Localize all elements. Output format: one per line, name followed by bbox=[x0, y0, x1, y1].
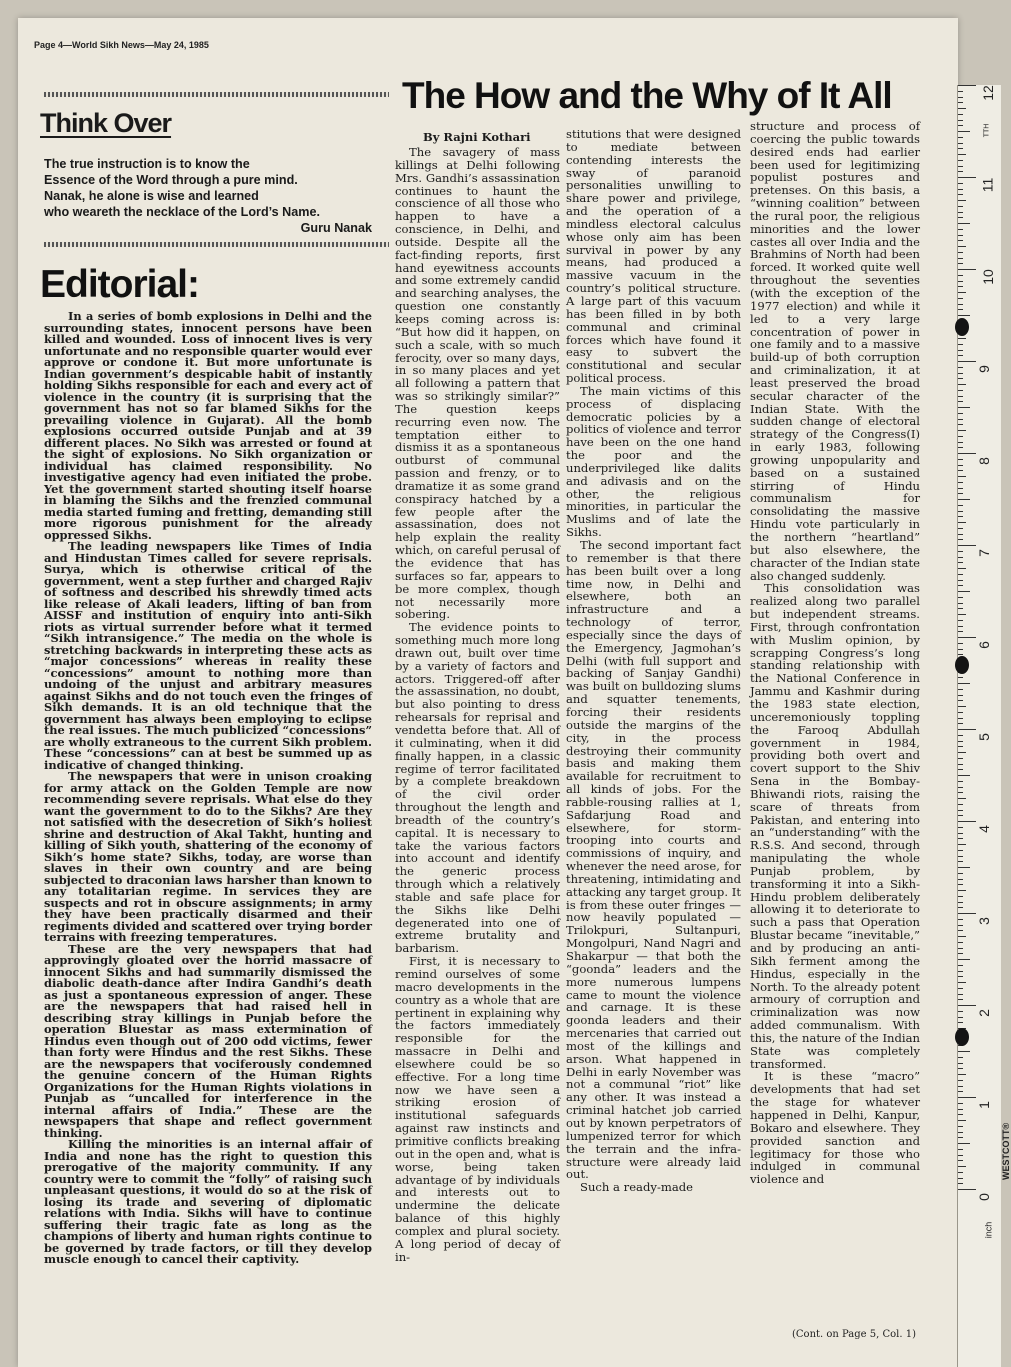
ruler-tick bbox=[958, 856, 963, 857]
ruler-tick bbox=[958, 741, 963, 742]
ruler-number: 1 bbox=[975, 1101, 992, 1109]
ruler-tick bbox=[958, 683, 970, 684]
ruler-tick bbox=[958, 102, 963, 103]
ruler-tick bbox=[958, 459, 963, 460]
ruler-tick bbox=[958, 861, 963, 862]
ruler-tick bbox=[958, 177, 976, 178]
ruler-tick bbox=[958, 729, 976, 730]
ruler-tick bbox=[958, 706, 966, 707]
ruler-tick bbox=[958, 562, 963, 563]
ruler-tick bbox=[958, 1086, 963, 1087]
ruler-tick bbox=[958, 879, 963, 880]
ruler-tick bbox=[958, 603, 963, 604]
ruler-tick bbox=[958, 844, 966, 845]
ruler-tick bbox=[958, 959, 970, 960]
ruler-number: 6 bbox=[975, 641, 992, 649]
article-column-1 bbox=[395, 146, 560, 1331]
ruler-tick bbox=[958, 769, 963, 770]
ruler-tick bbox=[958, 223, 970, 224]
ruler-tick bbox=[958, 252, 963, 253]
ruler-tick bbox=[958, 775, 970, 776]
ruler-tick bbox=[958, 108, 966, 109]
ruler-number: 8 bbox=[975, 457, 992, 465]
ruler-tick bbox=[958, 1143, 970, 1144]
ruler-tick bbox=[958, 171, 963, 172]
editorial-paragraph: The newspapers that were in unison croaking for army attack on the Golden Temple are now recommending severe reprisals. What else do they want the government to do to the Sikhs? Are they not satisfied with the desecretion of Sikh’s holiest shrine and destruction of Akal Takht, hunting and killing of Sikh youth, shattering of the economy of Sikh’s home state? Sikhs, today, are worse than slaves in their own country and are being subjected to draconian laws harsher than known to any totalitarian regime. In services they are suspects and rot in obscure assignments; in army they have been practically disarmed and their regiments divided and scattered over trying border terrains with freezing temperatures. bbox=[44, 769, 372, 944]
ruler-tick bbox=[958, 735, 963, 736]
ruler-tick bbox=[958, 1005, 976, 1006]
ruler-tick bbox=[958, 373, 963, 374]
ruler-tick bbox=[958, 442, 963, 443]
ruler-tick bbox=[958, 695, 963, 696]
ruler-tick bbox=[958, 419, 963, 420]
ruler-tick bbox=[958, 1103, 963, 1104]
punch-hole bbox=[955, 318, 969, 336]
ruler-tick bbox=[958, 631, 963, 632]
ruler-tick bbox=[958, 810, 963, 811]
ruler-tick bbox=[958, 453, 976, 454]
ruler-tick bbox=[958, 131, 970, 132]
ruler-tick bbox=[958, 1080, 963, 1081]
editorial-paragraph: The leading newspapers like Times of India and Hindustan Times called for severe reprisals. Surya, which is otherwise critical of the government, went a step further and charged Rajiv of softness and described his shrewdly timed acts like release of Akali leaders, lifting of ban from AISSF and institution of enquiry into anti-Sikh riots as virtual surrender before what it termed “Sikh intransigence.” The media on the whole is stretching backwards in interpreting these acts as “major concessions” whereas in reality these “concessions” amount to nothing more than undoing of the unjust and arbitrary measures against Sikhs and do not touch even the fringes of Sikh demands. It is an old technique that the government has always been employing to eclipse the real issues. The much publicized “concessions” are wholly extraneous to the current Sikh problem. These “concessions” can at best be summed up as indicative of changed thinking. bbox=[44, 539, 372, 772]
ruler-tick bbox=[958, 505, 963, 506]
ruler-tick bbox=[958, 850, 963, 851]
ruler-tick bbox=[958, 976, 963, 977]
ruler-tick bbox=[958, 752, 966, 753]
article-paragraph: The savagery of mass killings at Delhi following Mrs. Gandhi’s assassination continues to haunt the conscience of all those who happen to have a conscience, in Delhi, and outside. Despite all the fact-finding reports, first hand eyewitness accounts and some extremely candid and searching analyses, the question one constantly keeps coming across is: “But how did it happen, on such a scale, with so much ferocity, over so many days, in so many places and yet all following a pattern that was so strikingly similar?” The question keeps recurring even now. The temptation either to dismiss it as a spontaneous outburst of communal passion and frenzy, or to dramatize it as some grand conspiracy hatched by a few people after the assassination, does not help explain the reality which, on careful perusal of the evidence that has surfaces so far, appears to be more complex, though not necessarily more sobering. bbox=[395, 145, 560, 622]
measuring-ruler bbox=[957, 85, 1011, 1367]
ruler-brand-logo: WESTCOTT® bbox=[1001, 1122, 1011, 1180]
ruler-tick bbox=[958, 925, 963, 926]
ruler-tick bbox=[958, 120, 963, 121]
ruler-tick bbox=[958, 913, 976, 914]
article-paragraph: stitutions that were designed to mediate between contending interests the sway of paranoid personalities unwilling to share power and privilege, and the operation of a mindless electoral calculus whose only aim has been survival in power by any means, had produced a massive vacuum in the country’s political structure. A large part of this vacuum has been filled in by both communal and criminal forces which have found it easy to subvert the constitutional and secular political process. bbox=[566, 127, 741, 386]
ruler-tick bbox=[958, 240, 963, 241]
page-header: Page 4—World Sikh News—May 24, 1985 bbox=[34, 40, 209, 50]
ruler-tick bbox=[958, 1011, 963, 1012]
ruler-tick bbox=[958, 838, 963, 839]
ruler-tick bbox=[958, 792, 963, 793]
ruler-number: 4 bbox=[975, 825, 992, 833]
continuation-note: (Cont. on Page 5, Col. 1) bbox=[792, 1329, 916, 1340]
ruler-tick bbox=[958, 677, 963, 678]
ruler-tick bbox=[958, 557, 963, 558]
ruler-tick bbox=[958, 787, 963, 788]
ruler-number: 5 bbox=[975, 733, 992, 741]
ruler-tick bbox=[958, 217, 963, 218]
quote-attribution: Guru Nanak bbox=[300, 221, 372, 235]
article-paragraph: structure and process of coercing the public towards desired ends had earlier been used for legitimizing populist postures and pretenses. On this basis, a “winning coalition” between the rural poor, the religious minorities and the lower castes all over India and the Brahmins of North had been forced. It worked quite well throughout the seventies (with the exception of the 1977 election) and while it led to a very large concentration of power in one family and to a massive build-up of both corruption and criminalization, it at least preserved the broad secular character of the Indian State. With the sudden change of electoral strategy of the Congress(I) in early 1983, following growing unpopularity and based on a sustained stirring of Hindu communalism for consolidating the massive Hindu vote particularly in the northern “heartland” but also elsewhere, the character of the Indian state also changed suddenly. bbox=[750, 119, 920, 583]
ruler-tick bbox=[958, 1051, 970, 1052]
ruler-tick bbox=[958, 884, 963, 885]
ruler-tick bbox=[958, 361, 976, 362]
ruler-tick bbox=[958, 286, 963, 287]
ruler-number: 10 bbox=[979, 269, 996, 285]
ruler-tick bbox=[958, 447, 963, 448]
ruler-tick bbox=[958, 137, 963, 138]
ruler-tick bbox=[958, 1160, 963, 1161]
ruler-tick bbox=[958, 338, 966, 339]
ruler-tick bbox=[958, 1057, 963, 1058]
ruler-tick bbox=[958, 867, 970, 868]
ruler-tick bbox=[958, 470, 963, 471]
ruler-tick bbox=[958, 488, 963, 489]
punch-hole bbox=[955, 656, 969, 674]
ruler-tick bbox=[958, 528, 963, 529]
ruler-tick bbox=[958, 971, 963, 972]
editorial-body bbox=[44, 311, 372, 1331]
ruler-tick bbox=[958, 350, 963, 351]
top-rule-divider bbox=[44, 92, 389, 97]
ruler-tick bbox=[958, 1017, 963, 1018]
ruler-tick bbox=[958, 1155, 963, 1156]
ruler-tick bbox=[958, 212, 963, 213]
ruler-tick bbox=[958, 994, 963, 995]
ruler-tick bbox=[958, 1183, 963, 1184]
ruler-tick bbox=[958, 568, 966, 569]
quote-line: The true instruction is to know the bbox=[44, 157, 250, 171]
ruler-tick bbox=[958, 712, 963, 713]
ruler-tick bbox=[958, 942, 963, 943]
ruler-number: 3 bbox=[975, 917, 992, 925]
ruler-tick bbox=[958, 919, 963, 920]
ruler-tick bbox=[958, 1022, 963, 1023]
ruler-tick bbox=[958, 200, 966, 201]
ruler-tick bbox=[958, 125, 963, 126]
editorial-paragraph: Killing the minorities is an internal affair of India and none has the right to question this prerogative of the majority community. If any country were to commit the “folly” of raising such unpleasant questions, it would do so at the risk of losing its trade and severing of diplomatic relations with India. Sikhs will have to continue suffering their tragic fate as long as the champions of liberty and human rights continue to be governed by trade factors, or till they develop muscle enough to cancel their captivity. bbox=[44, 1137, 372, 1266]
quote-line: Nanak, he alone is wise and learned bbox=[44, 189, 259, 203]
ruler-tick bbox=[958, 746, 963, 747]
ruler-tick bbox=[958, 1178, 963, 1179]
article-column-3 bbox=[750, 120, 920, 1320]
ruler-tick bbox=[958, 902, 963, 903]
ruler-tick bbox=[958, 965, 963, 966]
think-over-title: Think Over bbox=[40, 108, 172, 138]
ruler-tick bbox=[958, 275, 963, 276]
editorial-paragraph: These are the very newspapers that had approvingly gloated over the horrid massacre of innocent Sikhs and had summarily dismissed the diabolic death-dance after Indira Gandhi’s death as just a spontaneous expression of anger. These are the newspapers that had raised hell in describing stray killings in Punjab before the operation Bluestar as mass extermination of Hindus even though out of 200 odd victims, fewer than forty were Hindus and the rest Sikhs. These are the newspapers that vociferously condemned the genuine concern of the Human Rights Organizations for the Human Rights violations in Punjab as “uncalled for interference in the internal affairs of India.” These are the newspapers that shape and reflect government thinking. bbox=[44, 941, 372, 1140]
guru-nanak-quote bbox=[44, 156, 372, 236]
ruler-tick bbox=[958, 953, 963, 954]
ruler-tick bbox=[958, 551, 963, 552]
ruler-tick bbox=[958, 281, 963, 282]
ruler-tick bbox=[958, 833, 963, 834]
ruler-tick bbox=[958, 263, 963, 264]
article-column-2 bbox=[566, 128, 741, 1338]
ruler-tick bbox=[958, 1109, 963, 1110]
quote-line: who weareth the necklace of the Lord’s Name. bbox=[44, 205, 320, 219]
ruler-tick bbox=[958, 413, 963, 414]
ruler-number: 11 bbox=[979, 177, 996, 193]
ruler-tick bbox=[958, 396, 963, 397]
ruler-tick bbox=[958, 1097, 976, 1098]
ruler-tick bbox=[958, 235, 963, 236]
ruler-tick bbox=[958, 614, 966, 615]
ruler-tick bbox=[958, 183, 963, 184]
bottom-rule-divider bbox=[44, 242, 389, 247]
ruler-tick bbox=[958, 522, 966, 523]
ruler-tick bbox=[958, 304, 963, 305]
ruler-tick bbox=[958, 91, 963, 92]
ruler-tick bbox=[958, 1120, 966, 1121]
article-paragraph: The second important fact to remember is that there has been built over a long time now, in Delhi and elsewhere, both an infrastructure and a technology of terror, especially since the days of the Emergency, Jagmohan’s Delhi (with full support and backing of Sanjay Gandhi) was built on bulldozing slums and squatter tenements, forcing their residents outside the margins of the city, in the process destroying their community basis and making them available for recruitment to all kinds of jobs. For the rabble-rousing rallies at 1, Safdarjung Road and elsewhere, for storm-trooping into courts and commissions of inquiry, and whenever the need arose, for threatening, intimidating and attacking any target group. It is from these outer fringes — now heavily populated — Trilokpuri, Sultanpuri, Mongolpuri, Nand Nagri and Shakarpur — that both the “goonda” leaders and the more numerous lumpens came to mount the violence and carnage. It is these goonda leaders and their mercenaries that carried out most of the killings and arson. What happened in Delhi in early November was not a communal “riot” like any other. It was instead a criminal hatchet job carried out by known perpetrators of lumpenized terror for which the terrain and the infra-structure were already laid out. bbox=[566, 538, 741, 1182]
ruler-tick bbox=[958, 148, 963, 149]
ruler-tick bbox=[958, 85, 976, 86]
ruler-tick bbox=[958, 890, 966, 891]
ruler-tick bbox=[958, 482, 963, 483]
ruler-number: 12 bbox=[979, 85, 996, 101]
ruler-tick bbox=[958, 545, 976, 546]
ruler-tick bbox=[958, 378, 963, 379]
ruler-tick bbox=[958, 982, 966, 983]
ruler-tick bbox=[958, 384, 966, 385]
ruler-tick bbox=[958, 269, 976, 270]
ruler-tick bbox=[958, 246, 966, 247]
ruler-tick bbox=[958, 999, 963, 1000]
article-paragraph: The evidence points to something much more long drawn out, built over time by a variety of factors and actors. Triggered-off after the assassination, no doubt, but also pointing to dress rehearsals for reprisal and vendetta before that. All of it culminating, when it did finally happen, in a classic regime of terror facilitated by a complete breakdown of the civil order throughout the length and breadth of the country’s capital. It is necessary to take the various factors into account and identify the generic process through which a relatively stable and safe place for the Sikhs like Delhi degenerated into one of extreme brutality and barbarism. bbox=[395, 620, 560, 956]
ruler-tick bbox=[958, 873, 963, 874]
ruler-tick bbox=[958, 1114, 963, 1115]
ruler-tick bbox=[958, 827, 963, 828]
ruler-tick bbox=[958, 390, 963, 391]
ruler-tick bbox=[958, 344, 963, 345]
ruler-tick bbox=[958, 154, 966, 155]
ruler-tick bbox=[958, 821, 976, 822]
ruler-tick bbox=[958, 930, 963, 931]
ruler-tick bbox=[958, 585, 963, 586]
ruler-tick bbox=[958, 189, 963, 190]
ruler-tick bbox=[958, 591, 970, 592]
editorial-title: Editorial: bbox=[40, 263, 200, 306]
ruler-tick bbox=[958, 781, 963, 782]
ruler-tick bbox=[958, 1068, 963, 1069]
ruler-tick bbox=[958, 114, 963, 115]
ruler-tick bbox=[958, 1132, 963, 1133]
ruler-tick bbox=[958, 430, 966, 431]
ruler-tick bbox=[958, 292, 966, 293]
ruler-tick bbox=[958, 936, 966, 937]
ruler-tick bbox=[958, 815, 963, 816]
ruler-unit-label: inch bbox=[983, 1221, 994, 1239]
ruler-tick bbox=[958, 649, 963, 650]
ruler-tick bbox=[958, 516, 963, 517]
ruler-tick bbox=[958, 298, 963, 299]
ruler-tick bbox=[958, 436, 963, 437]
ruler-tick bbox=[958, 626, 963, 627]
ruler-tick bbox=[958, 367, 963, 368]
ruler-tick bbox=[958, 1063, 963, 1064]
ruler-tick bbox=[958, 206, 963, 207]
ruler-tick bbox=[958, 534, 963, 535]
ruler-tick bbox=[958, 143, 963, 144]
ruler-tick bbox=[958, 1189, 976, 1190]
ruler-number: 7 bbox=[975, 549, 992, 557]
ruler-tick bbox=[958, 1091, 963, 1092]
ruler-tick bbox=[958, 1074, 966, 1075]
article-paragraph: This consolidation was realized along two parallel but independent streams. First, through confrontation with Muslim opinion, by scrapping Congress’s long standing relationship with the National Conference in Jammu and Kashmir during the 1983 state election, unceremoniously toppling the Farooq Abdullah government in 1984, providing both overt and covert support to the Shiv Sena in the Bombay-Bhiwandi riots, raising the scare of threats from Pakistan, and entering into an “understanding” with the R.S.S. And second, through manipulating the whole Punjab problem, by transforming it into a Sikh-Hindu problem deliberately allowing it to deteriorate to such a pass that Operation Blustar became “inevitable,” and by producing an anti-Sikh ferment among the Hindus, especially in the North. To the already potent armoury of corruption and criminalization was now added communalism. With this, the nature of the Indian State was completely transformed. bbox=[750, 581, 920, 1071]
ruler-tick bbox=[958, 1166, 966, 1167]
article-paragraph: Such a ready-made bbox=[580, 1180, 694, 1195]
ruler-tick bbox=[958, 580, 963, 581]
punch-hole bbox=[955, 1028, 969, 1046]
ruler-tick bbox=[958, 1126, 963, 1127]
ruler-tick bbox=[958, 804, 963, 805]
ruler-tick bbox=[958, 574, 963, 575]
ruler-tick bbox=[958, 718, 963, 719]
ruler-tick bbox=[958, 764, 963, 765]
ruler-tick bbox=[958, 166, 963, 167]
ruler-tick bbox=[958, 1172, 963, 1173]
ruler-tick bbox=[958, 424, 963, 425]
ruler-tick bbox=[958, 407, 970, 408]
ruler-tick bbox=[958, 160, 963, 161]
ruler-tick bbox=[958, 620, 963, 621]
ruler-tick bbox=[958, 229, 963, 230]
ruler-tick bbox=[958, 499, 970, 500]
ruler-number: 9 bbox=[975, 365, 992, 373]
article-paragraph: The main victims of this process of displacing democratic policies by a politics of violence and terror have been on the one hand the poor and the underprivileged like dalits and adivasis and on the other, the religious minorities, in particular the Muslims and of late the Sikhs. bbox=[566, 383, 741, 540]
article-paragraph: First, it is necessary to remind ourselves of some macro developments in the country as a whole that are pertinent in explaining why the factors immediately responsible for the massacre in Delhi and elsewhere could be so effective. For a long time now we have seen a striking erosion of institutional safeguards against raw instincts and primitive conflicts breaking out in the open and, what is worse, being taken advantage of by individuals and interests out to undermine the delicate balance of this highly complex and plural society. A long period of decay of in- bbox=[395, 954, 560, 1264]
ruler-tick bbox=[958, 258, 963, 259]
ruler-number: 2 bbox=[975, 1009, 992, 1017]
ruler-tick bbox=[958, 637, 976, 638]
article-paragraph: It is these “macro” developments that had set the stage for whatever happened in Delhi, Kanpur, Bokaro and elsewhere. They provided sanction and legitimacy for those who indulged in communal violence and bbox=[750, 1069, 920, 1187]
ruler-tick bbox=[958, 511, 963, 512]
ruler-tick bbox=[958, 700, 963, 701]
editorial-paragraph: In a series of bomb explosions in Delhi and the surrounding states, innocent persons have been killed and wounded. Loss of innocent lives is very unfortunate and no responsible quarter would ever approve or condone it. But more unfortunate is Indian government’s despicable habit of instantly holding Sikhs responsible for each and every act of violence in the country (it is surprising that the government has not so far blamed Sikhs for the prevailing violence in Gujarat). All the bomb explosions occurred outside Punjab and at 39 different places. No Sikh was arrested or found at the sight of explosions. No Sikh organization or individual has claimed responsibility. No investigative agency had even initiated the probe. Yet the government started shouting itself hoarse in blaming the Sikhs and the frenzied communal media started fuming and fretting, demanding still more rigorous punishment for the already oppressed Sikhs. bbox=[44, 309, 372, 542]
ruler-tick bbox=[958, 401, 963, 402]
ruler-tick bbox=[958, 689, 963, 690]
ruler-tick bbox=[958, 608, 963, 609]
article-headline: The How and the Why of It All bbox=[402, 75, 892, 116]
ruler-tick bbox=[958, 1137, 963, 1138]
ruler-tick bbox=[958, 194, 963, 195]
ruler-tick bbox=[958, 465, 963, 466]
ruler-tick bbox=[958, 798, 966, 799]
ruler-tick bbox=[958, 309, 963, 310]
ruler-tick bbox=[958, 723, 963, 724]
ruler-tick bbox=[958, 1149, 963, 1150]
ruler-tth-label: TTH bbox=[983, 123, 991, 138]
ruler-tick bbox=[958, 988, 963, 989]
ruler-tick bbox=[958, 493, 963, 494]
ruler-tick bbox=[958, 643, 963, 644]
ruler-tick bbox=[958, 539, 963, 540]
ruler-tick bbox=[958, 355, 963, 356]
ruler-tick bbox=[958, 476, 966, 477]
ruler-number: 0 bbox=[975, 1193, 992, 1201]
article-byline: By Rajni Kothari bbox=[423, 130, 531, 144]
quote-line: Essence of the Word through a pure mind. bbox=[44, 173, 298, 187]
ruler-tick bbox=[958, 758, 963, 759]
ruler-tick bbox=[958, 315, 970, 316]
ruler-tick bbox=[958, 97, 963, 98]
ruler-tick bbox=[958, 907, 963, 908]
ruler-tick bbox=[958, 597, 963, 598]
ruler-tick bbox=[958, 896, 963, 897]
ruler-tick bbox=[958, 948, 963, 949]
